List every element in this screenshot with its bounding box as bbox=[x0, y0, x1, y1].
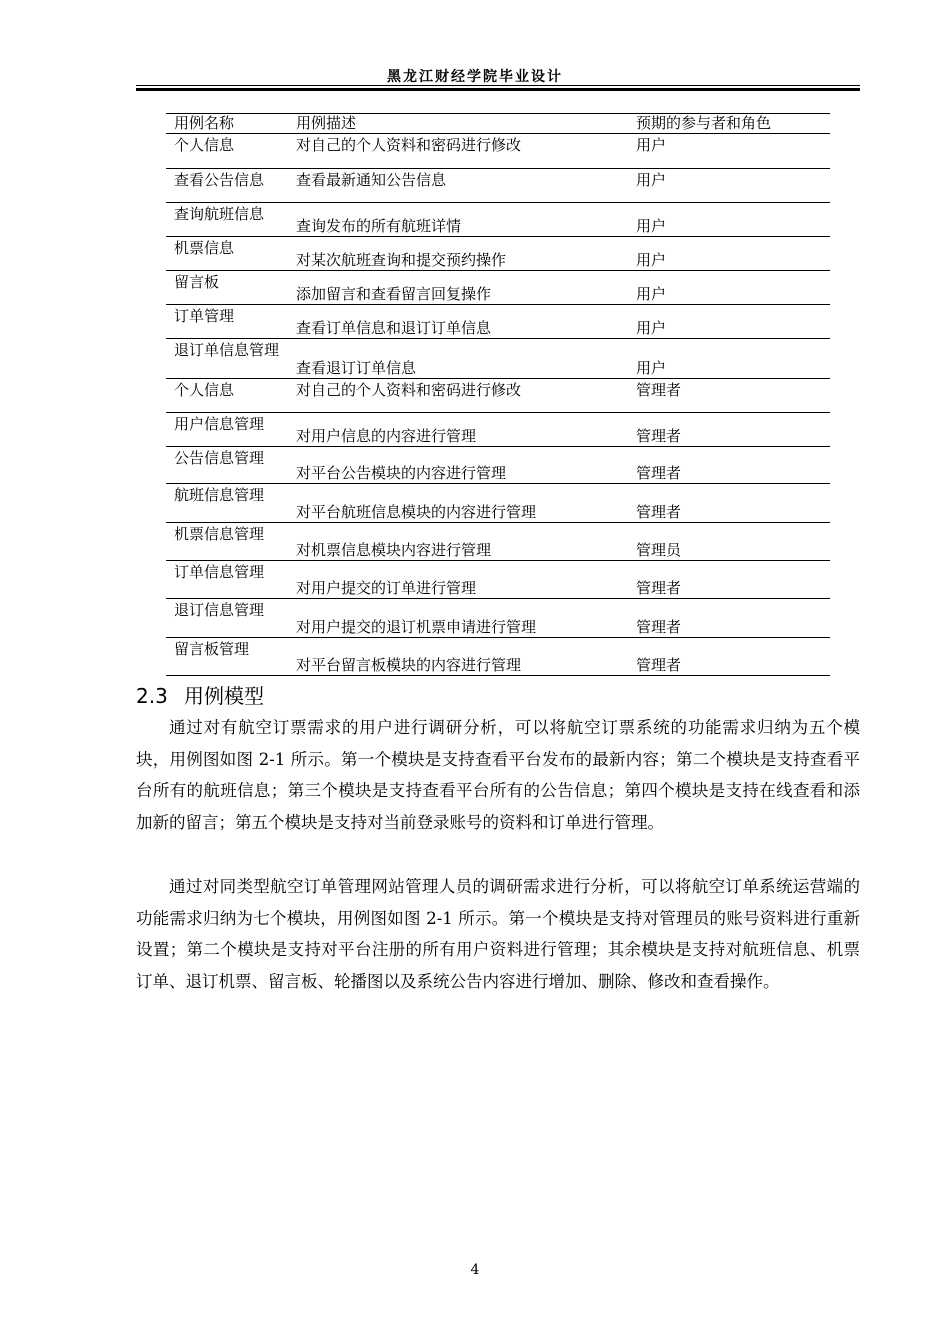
cell-use-case-name: 退订单信息管理 bbox=[174, 341, 280, 359]
use-case-table bbox=[166, 113, 830, 676]
table-row bbox=[166, 379, 830, 413]
cell-use-case-description: 对平台留言板模块的内容进行管理 bbox=[296, 656, 522, 674]
cell-use-case-name: 订单管理 bbox=[174, 307, 235, 325]
table-row bbox=[166, 413, 830, 447]
cell-use-case-role: 管理者 bbox=[636, 381, 682, 399]
cell-use-case-role: 管理者 bbox=[636, 656, 682, 674]
table-row bbox=[166, 305, 830, 339]
cell-use-case-description: 对机票信息模块内容进行管理 bbox=[296, 541, 492, 559]
cell-use-case-name: 用户信息管理 bbox=[174, 415, 265, 433]
cell-use-case-description: 查询发布的所有航班详情 bbox=[296, 217, 462, 235]
table-row bbox=[166, 134, 830, 169]
column-header-role: 预期的参与者和角色 bbox=[628, 114, 830, 134]
column-header-name: 用例名称 bbox=[166, 114, 288, 134]
cell-use-case-role: 管理员 bbox=[636, 541, 682, 559]
cell-use-case-role: 管理者 bbox=[636, 464, 682, 482]
header-divider-thick bbox=[136, 88, 860, 91]
body-paragraph: 通过对同类型航空订单管理网站管理人员的调研需求进行分析，可以将航空订单系统运营端的功能需求归纳为七个模块，用例图如图 2-1 所示。第一个模块是支持对管理员的账号资料进行重新设置；第二个模块是支持对平台注册的所有用户资料进行管理；其余模块是支持对航班信息、机票订单、退订机票、留言板、轮播图以及系统公告内容进行增加、删除、修改和查看操作。 bbox=[136, 877, 860, 991]
page-number: 4 bbox=[470, 1262, 480, 1278]
cell-use-case-name: 订单信息管理 bbox=[174, 563, 265, 581]
cell-use-case-role: 用户 bbox=[636, 171, 667, 189]
cell-use-case-description: 对某次航班查询和提交预约操作 bbox=[296, 251, 507, 269]
cell-use-case-role: 用户 bbox=[636, 319, 667, 337]
table-row bbox=[166, 237, 830, 271]
column-header-description: 用例描述 bbox=[288, 114, 628, 134]
cell-use-case-name: 退订信息管理 bbox=[174, 601, 265, 619]
header-divider-thin bbox=[136, 85, 860, 86]
table-header-row bbox=[166, 114, 830, 134]
header-title: 黑龙江财经学院毕业设计 bbox=[387, 69, 563, 85]
section-heading bbox=[136, 680, 264, 709]
cell-use-case-name: 留言板 bbox=[174, 273, 220, 291]
cell-use-case-description: 对用户提交的订单进行管理 bbox=[296, 579, 477, 597]
section-number: 2.3 bbox=[136, 684, 168, 708]
table-row bbox=[166, 523, 830, 561]
cell-use-case-role: 用户 bbox=[636, 136, 667, 154]
cell-use-case-description: 查看退订订单信息 bbox=[296, 359, 417, 377]
cell-use-case-role: 用户 bbox=[636, 285, 667, 303]
table-row bbox=[166, 561, 830, 599]
table-row bbox=[166, 271, 830, 305]
table-row bbox=[166, 638, 830, 676]
cell-use-case-description: 对自己的个人资料和密码进行修改 bbox=[296, 136, 522, 154]
cell-use-case-name: 查看公告信息 bbox=[174, 171, 265, 189]
table-row bbox=[166, 484, 830, 523]
cell-use-case-description: 添加留言和查看留言回复操作 bbox=[296, 285, 492, 303]
section-title: 用例模型 bbox=[184, 684, 264, 708]
cell-use-case-role: 管理者 bbox=[636, 503, 682, 521]
cell-use-case-name: 个人信息 bbox=[174, 381, 235, 399]
cell-use-case-role: 用户 bbox=[636, 251, 667, 269]
table-row bbox=[166, 599, 830, 638]
cell-use-case-description: 对平台公告模块的内容进行管理 bbox=[296, 464, 507, 482]
cell-use-case-description: 对自己的个人资料和密码进行修改 bbox=[296, 381, 522, 399]
table-row bbox=[166, 447, 830, 484]
table-row bbox=[166, 339, 830, 379]
cell-use-case-description: 查看订单信息和退订订单信息 bbox=[296, 319, 492, 337]
cell-use-case-description: 对用户提交的退订机票申请进行管理 bbox=[296, 618, 537, 636]
cell-use-case-name: 机票信息管理 bbox=[174, 525, 265, 543]
body-paragraph: 通过对有航空订票需求的用户进行调研分析，可以将航空订票系统的功能需求归纳为五个模块，用例图如图 2-1 所示。第一个模块是支持查看平台发布的最新内容；第二个模块是支持查看平台所有的航班信息；第三个模块是支持查看平台所有的公告信息；第四个模块是支持在线查看和添加新的留言；第五个模块是支持对当前登录账号的资料和订单进行管理。 bbox=[136, 718, 860, 832]
cell-use-case-name: 查询航班信息 bbox=[174, 205, 265, 223]
cell-use-case-description: 对平台航班信息模块的内容进行管理 bbox=[296, 503, 537, 521]
cell-use-case-role: 管理者 bbox=[636, 427, 682, 445]
cell-use-case-name: 航班信息管理 bbox=[174, 486, 265, 504]
cell-use-case-name: 公告信息管理 bbox=[174, 449, 265, 467]
table-row bbox=[166, 169, 830, 203]
cell-use-case-name: 留言板管理 bbox=[174, 640, 250, 658]
cell-use-case-role: 管理者 bbox=[636, 618, 682, 636]
cell-use-case-role: 用户 bbox=[636, 217, 667, 235]
cell-use-case-name: 个人信息 bbox=[174, 136, 235, 154]
cell-use-case-name: 机票信息 bbox=[174, 239, 235, 257]
cell-use-case-role: 用户 bbox=[636, 359, 667, 377]
table-row bbox=[166, 203, 830, 237]
cell-use-case-description: 对用户信息的内容进行管理 bbox=[296, 427, 477, 445]
cell-use-case-role: 管理者 bbox=[636, 579, 682, 597]
cell-use-case-description: 查看最新通知公告信息 bbox=[296, 171, 447, 189]
